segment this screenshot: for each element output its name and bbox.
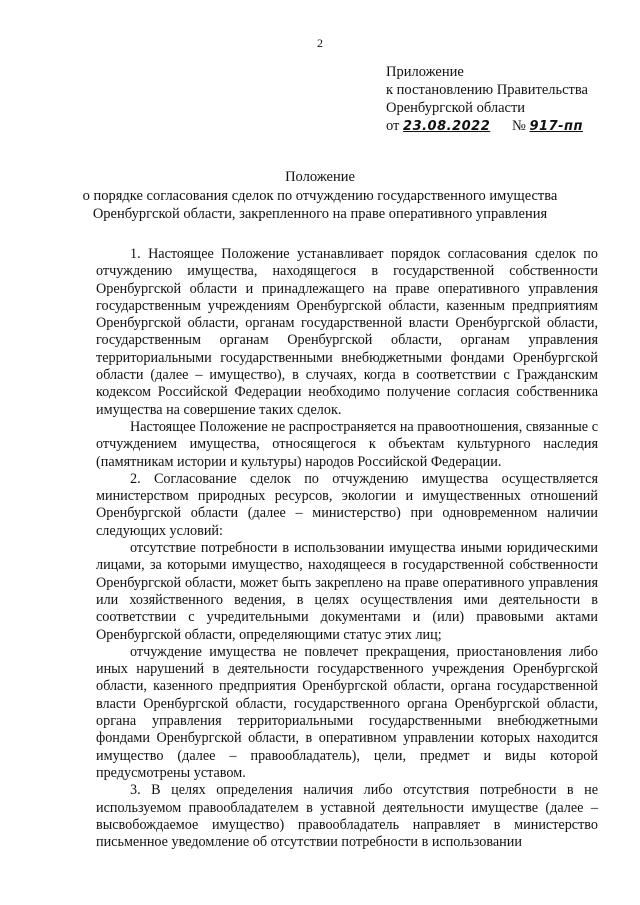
title-line-2: о порядке согласования сделок по отчуждению государственного имущества [82, 187, 558, 204]
paragraph: 1. Настоящее Положение устанавливает порядок согласования сделок по отчуждению имущества, находящегося в государственной собственности Оренбургской области и принадлежащего на праве оперативного управления государственным учреждениям Оренбургской области, казенным предприятиям Оренбургской области, органам государственной власти Оренбургской области, государственным органам Оренбургской области, органам управления территориальными государственными внебюджетными фондами Оренбургской области (далее – имущество), в случаях, когда в соответствии с Гражданским кодексом Российской Федерации необходимо получение согласия собственника имущества на совершение таких сделок. [96, 246, 598, 418]
number-label: № [512, 118, 526, 134]
appendix-resolution-line: к постановлению Правительства [386, 82, 588, 98]
paragraph: 3. В целях определения наличия либо отсутствия потребности в не используемом правообладателем в уставной деятельности имуществе (далее – высвобождаемое имущество) правообладатель направляет в министерство письменное уведомление об отсутствии потребности в использовании [96, 782, 598, 851]
page-number: 2 [317, 36, 323, 50]
title-line-1: Положение [285, 169, 355, 185]
handwritten-date: 23.08.2022 [403, 119, 491, 134]
paragraph: 2. Согласование сделок по отчуждению имущества осуществляется министерством природных ресурсов, экологии и имущественных отношений Оренбургской области (далее – министерство) при одновременном наличии следующих условий: [96, 470, 598, 539]
appendix-block [386, 63, 588, 136]
document-title [0, 168, 640, 224]
appendix-title: Приложение [386, 64, 464, 80]
document-body [96, 246, 598, 851]
paragraph: отсутствие потребности в использовании имущества иными юридическими лицами, за которыми имущество, находящееся в государственной собственности Оренбургской области, может быть закреплено на праве оперативного управления или хозяйственного ведения, в целях осуществления ими деятельности в соответствии с учредительными документами и (или) правовыми актами Оренбургской области, определяющими статус этих лиц; [96, 540, 598, 643]
paragraph: отчуждение имущества не повлечет прекращения, приостановления либо иных нарушений в деятельности государственного учреждения Оренбургской области, казенного предприятия Оренбургской области, органа государственной власти Оренбургской области, государственного органа Оренбургской области, органа управления территориальными государственными внебюджетными фондами Оренбургской области, в оперативном управлении которых находится имущество (далее – правообладатель), цели, предмет и виды которой предусмотрены уставом. [96, 643, 598, 781]
appendix-signature-line [386, 117, 588, 136]
handwritten-number: 917-пп [529, 119, 583, 134]
title-line-3: Оренбургской области, закрепленного на праве оперативного управления [92, 206, 548, 222]
appendix-region-line: Оренбургской области [386, 100, 526, 116]
paragraph: Настоящее Положение не распространяется на правоотношения, связанные с отчуждением имущества, относящегося к объектам культурного наследия (памятникам истории и культуры) народов Российской Федерации. [96, 418, 598, 470]
from-label: от [386, 118, 400, 134]
